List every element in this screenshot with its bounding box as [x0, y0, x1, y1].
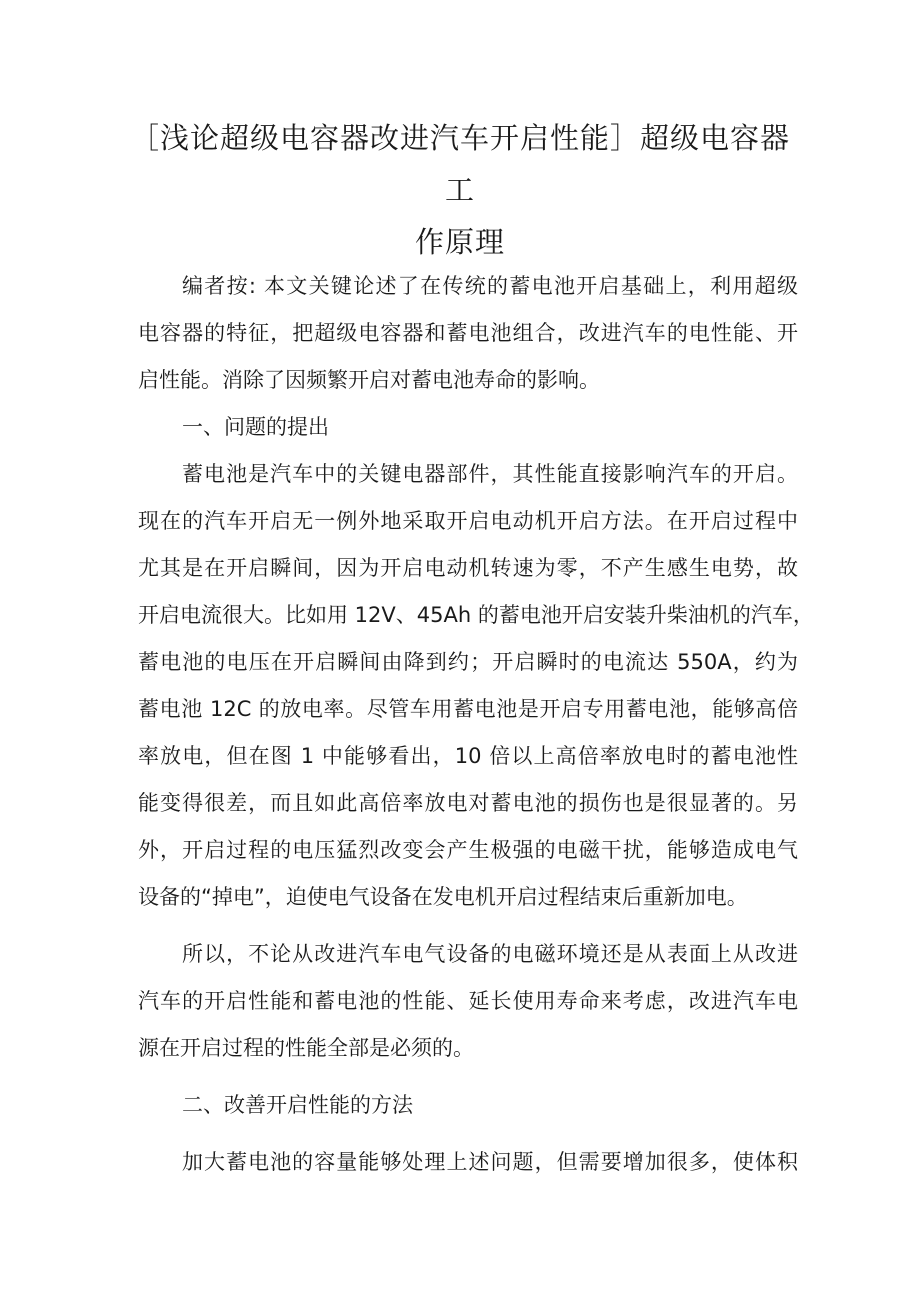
paragraph-line: 开启电流很大。比如用 12V、45Ah 的蓄电池开启安装升柴油机的汽车，: [138, 603, 814, 627]
document-body: [138, 263, 814, 1186]
paragraph-line: 设备的“掉电”，迫使电气设备在发电机开启过程结束后重新加电。: [138, 885, 748, 909]
section-heading: [138, 1082, 798, 1129]
paragraph-line: 现在的汽车开启无一例外地采取开启电动机开启方法。在开启过程中: [138, 509, 798, 533]
editor-note-paragraph: [138, 263, 798, 404]
paragraph-line: 加大蓄电池的容量能够处理上述问题，但需要增加很多，使体积: [182, 1150, 798, 1174]
paragraph-line: 源在开启过程的性能全部是必须的。: [138, 1036, 474, 1060]
paragraph-line: 所以，不论从改进汽车电气设备的电磁环境还是从表面上从改进: [182, 942, 798, 966]
paragraph-line: 启性能。消除了因频繁开启对蓄电池寿命的影响。: [138, 368, 600, 392]
title-line: 作原理: [414, 225, 505, 259]
body-paragraph: [138, 451, 814, 921]
paragraph-line: 汽车的开启性能和蓄电池的性能、延长使用寿命来考虑，改进汽车电: [138, 989, 798, 1013]
paragraph-line: 尤其是在开启瞬间，因为开启电动机转速为零，不产生感生电势，故: [138, 556, 798, 580]
body-paragraph: [138, 1139, 798, 1186]
heading-text: 二、改善开启性能的方法: [182, 1093, 413, 1117]
paragraph-line: 率放电，但在图 1 中能够看出，10 倍以上高倍率放电时的蓄电池性: [138, 744, 798, 768]
body-paragraph: [138, 931, 798, 1072]
paragraph-line: 蓄电池的电压在开启瞬间由降到约；开启瞬时的电流达 550A，约为: [138, 650, 798, 674]
document-title: [120, 112, 800, 268]
heading-text: 一、问题的提出: [182, 415, 329, 439]
section-heading: [138, 404, 798, 451]
paragraph-line: 蓄电池是汽车中的关键电器部件，其性能直接影响汽车的开启。: [182, 462, 798, 486]
paragraph-line: 电容器的特征，把超级电容器和蓄电池组合，改进汽车的电性能、开: [138, 321, 798, 345]
paragraph-line: 外，开启过程的电压猛烈改变会产生极强的电磁干扰，能够造成电气: [138, 838, 798, 862]
paragraph-line: 蓄电池 12C 的放电率。尽管车用蓄电池是开启专用蓄电池，能够高倍: [138, 697, 798, 721]
paragraph-line: 编者按: 本文关键论述了在传统的蓄电池开启基础上，利用超级: [182, 274, 798, 298]
title-line: ［浅论超级电容器改进汽车开启性能］超级电容器工: [129, 121, 790, 207]
paragraph-line: 能变得很差，而且如此高倍率放电对蓄电池的损伤也是很显著的。另: [138, 791, 798, 815]
